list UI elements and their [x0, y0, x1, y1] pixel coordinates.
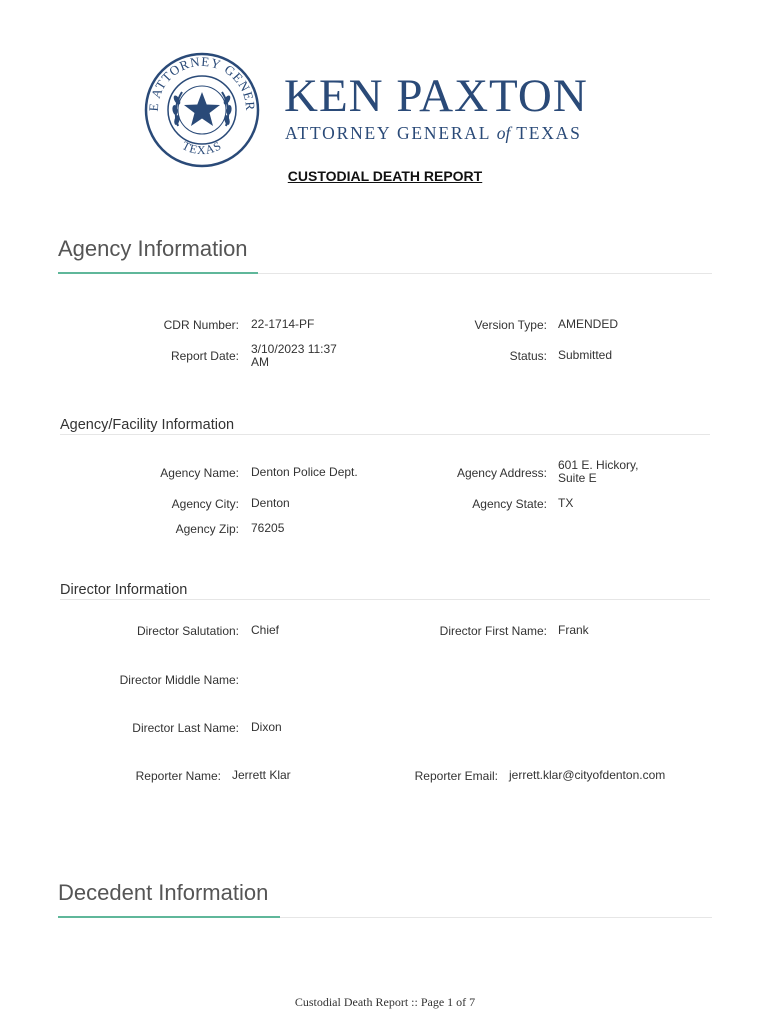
- director-last-name-value: Dixon: [251, 720, 282, 734]
- version-type-label: Version Type:: [474, 318, 547, 332]
- status-label: Status:: [509, 349, 547, 363]
- agency-zip-label: Agency Zip:: [175, 522, 239, 536]
- report-date-value: [251, 343, 337, 369]
- agency-state-label: Agency State:: [472, 497, 547, 511]
- document-title: CUSTODIAL DEATH REPORT: [287, 168, 483, 184]
- seal-ring-text-bottom: TEXAS: [179, 138, 225, 158]
- reporter-name-label: Reporter Name:: [135, 769, 221, 783]
- report-date-line-2: AM: [251, 355, 269, 369]
- version-type-value: AMENDED: [558, 317, 619, 331]
- brand-subtitle: [285, 123, 582, 144]
- agency-address-line-1: 601 E. Hickory,: [558, 458, 639, 472]
- brand-subtitle-of: of: [496, 123, 511, 143]
- agency-address-label: Agency Address:: [456, 466, 547, 480]
- section-accent-rule: [58, 272, 258, 274]
- page-footer: Custodial Death Report :: Page 1 of 7: [294, 995, 476, 1009]
- section-heading-facility: Agency/Facility Information: [60, 417, 235, 433]
- director-last-name-label: Director Last Name:: [132, 721, 239, 735]
- director-first-name-value: Frank: [558, 623, 589, 637]
- director-middle-name-label: Director Middle Name:: [119, 673, 239, 687]
- section-heading-decedent: Decedent Information: [58, 880, 269, 905]
- section-accent-rule: [58, 916, 280, 918]
- cdr-number-label: CDR Number:: [163, 318, 239, 332]
- attorney-general-seal: [142, 52, 262, 168]
- agency-address-line-2: Suite E: [558, 471, 597, 485]
- reporter-name-value: Jerrett Klar: [232, 768, 291, 782]
- brand-subtitle-pre: ATTORNEY GENERAL: [285, 123, 491, 143]
- section-heading-director: Director Information: [60, 582, 188, 598]
- director-first-name-label: Director First Name:: [439, 624, 547, 638]
- reporter-email-value: jerrett.klar@cityofdenton.com: [509, 768, 666, 782]
- agency-zip-value: 76205: [251, 521, 285, 535]
- section-heading-agency-information: Agency Information: [58, 236, 248, 261]
- svg-text:TEXAS: [180, 138, 224, 157]
- brand-name: KEN PAXTON: [284, 70, 588, 122]
- director-salutation-value: Chief: [251, 623, 280, 637]
- agency-city-value: Denton: [251, 496, 290, 510]
- status-value: Submitted: [558, 348, 613, 362]
- section-rule: [60, 599, 710, 600]
- report-date-label: Report Date:: [170, 349, 239, 363]
- cdr-number-value: 22-1714-PF: [251, 317, 315, 331]
- agency-state-value: TX: [558, 496, 574, 510]
- agency-name-value: Denton Police Dept.: [251, 465, 358, 479]
- seal-ring-text-top: E ATTORNEY GENER: [145, 53, 259, 112]
- agency-name-label: Agency Name:: [160, 466, 239, 480]
- agency-city-label: Agency City:: [171, 497, 239, 511]
- brand-subtitle-post: TEXAS: [516, 123, 582, 143]
- director-salutation-label: Director Salutation:: [136, 624, 239, 638]
- agency-address-value: [558, 459, 638, 485]
- report-date-line-1: 3/10/2023 11:37: [251, 342, 337, 356]
- section-rule: [60, 434, 710, 435]
- reporter-email-label: Reporter Email:: [414, 769, 498, 783]
